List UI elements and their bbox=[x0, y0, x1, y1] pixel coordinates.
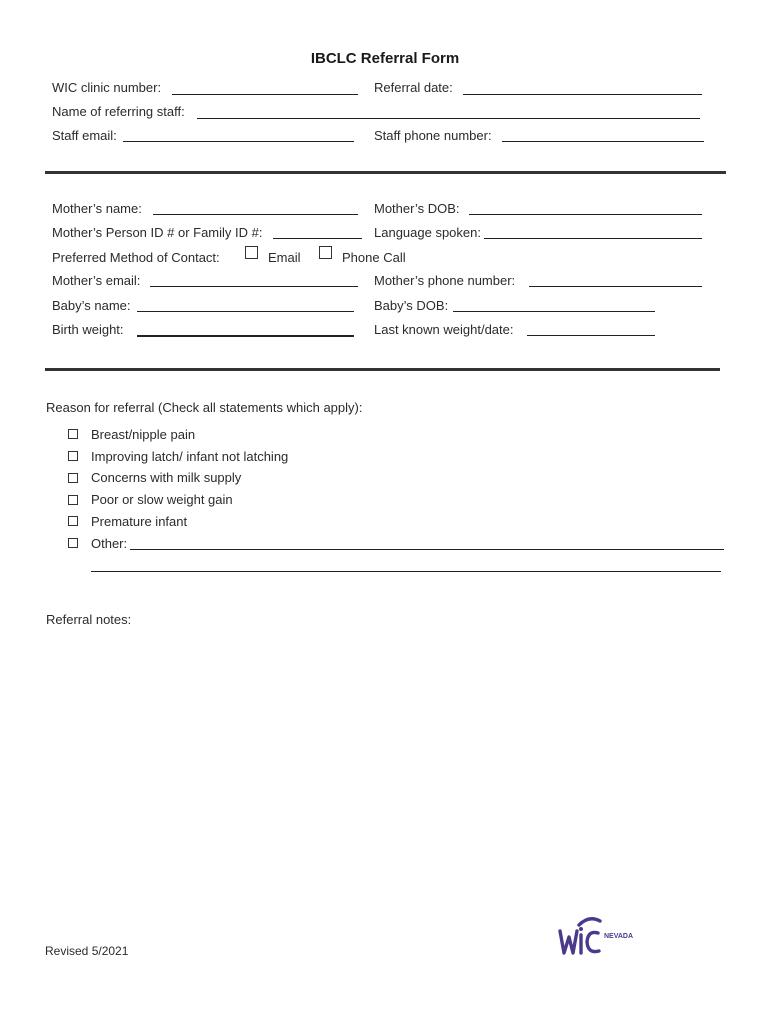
birth-weight-label: Birth weight: bbox=[52, 322, 124, 337]
revised-date: Revised 5/2021 bbox=[45, 944, 129, 958]
section-divider bbox=[45, 171, 726, 174]
referring-staff-field[interactable] bbox=[197, 118, 700, 119]
birth-weight-field[interactable] bbox=[137, 335, 354, 337]
wic-nevada-logo bbox=[557, 913, 641, 959]
phone-call-option-label: Phone Call bbox=[342, 250, 406, 265]
reason-heading: Reason for referral (Check all statements which apply): bbox=[46, 400, 363, 415]
last-weight-field[interactable] bbox=[527, 335, 655, 336]
babys-dob-label: Baby’s DOB: bbox=[374, 298, 449, 313]
wic-logo-icon bbox=[557, 913, 641, 959]
reason-checkbox-milk-supply[interactable] bbox=[68, 473, 78, 483]
reason-option-label: Concerns with milk supply bbox=[91, 470, 242, 485]
mothers-name-label: Mother’s name: bbox=[52, 201, 142, 216]
reason-option-label: Other: bbox=[91, 536, 128, 551]
reason-option-label: Premature infant bbox=[91, 514, 188, 529]
babys-name-field[interactable] bbox=[137, 311, 354, 312]
referral-notes-label: Referral notes: bbox=[46, 612, 132, 627]
staff-phone-label: Staff phone number: bbox=[374, 128, 492, 143]
mothers-dob-field[interactable] bbox=[469, 214, 702, 215]
last-weight-label: Last known weight/date: bbox=[374, 322, 514, 337]
email-option-label: Email bbox=[268, 250, 301, 265]
section-divider-2 bbox=[45, 368, 720, 371]
person-id-field[interactable] bbox=[273, 238, 362, 239]
referring-staff-label: Name of referring staff: bbox=[52, 104, 185, 119]
language-label: Language spoken: bbox=[374, 225, 481, 240]
staff-email-label: Staff email: bbox=[52, 128, 117, 143]
mothers-phone-field[interactable] bbox=[529, 286, 702, 287]
reason-checkbox-breast-pain[interactable] bbox=[68, 429, 78, 439]
other-reason-field-line-2[interactable] bbox=[91, 571, 721, 572]
mothers-dob-label: Mother’s DOB: bbox=[374, 201, 460, 216]
reason-checkbox-latch[interactable] bbox=[68, 451, 78, 461]
contact-method-label: Preferred Method of Contact: bbox=[52, 250, 220, 265]
mothers-email-label: Mother’s email: bbox=[52, 273, 141, 288]
mothers-email-field[interactable] bbox=[150, 286, 358, 287]
babys-name-label: Baby’s name: bbox=[52, 298, 131, 313]
email-checkbox[interactable] bbox=[245, 246, 258, 259]
reason-option-label: Poor or slow weight gain bbox=[91, 492, 233, 507]
mothers-phone-label: Mother’s phone number: bbox=[374, 273, 516, 288]
babys-dob-field[interactable] bbox=[453, 311, 655, 312]
page-title: IBCLC Referral Form bbox=[310, 50, 460, 67]
phone-call-checkbox[interactable] bbox=[319, 246, 332, 259]
referral-notes-area[interactable] bbox=[46, 636, 726, 896]
wic-clinic-number-field[interactable] bbox=[172, 94, 358, 95]
staff-email-field[interactable] bbox=[123, 141, 354, 142]
logo-nevada-text: NEVADA bbox=[604, 933, 634, 940]
reason-checkbox-premature[interactable] bbox=[68, 516, 78, 526]
reason-checkbox-weight-gain[interactable] bbox=[68, 495, 78, 505]
referral-date-label: Referral date: bbox=[374, 80, 453, 95]
wic-clinic-number-label: WIC clinic number: bbox=[52, 80, 162, 95]
reason-checkbox-other[interactable] bbox=[68, 538, 78, 548]
mothers-name-field[interactable] bbox=[153, 214, 358, 215]
person-id-label: Mother’s Person ID # or Family ID #: bbox=[52, 225, 263, 240]
reason-option-label: Breast/nipple pain bbox=[91, 427, 196, 442]
referral-date-field[interactable] bbox=[463, 94, 702, 95]
reason-option-label: Improving latch/ infant not latching bbox=[91, 449, 289, 464]
other-reason-field[interactable] bbox=[130, 549, 724, 550]
language-field[interactable] bbox=[484, 238, 702, 239]
staff-phone-field[interactable] bbox=[502, 141, 704, 142]
